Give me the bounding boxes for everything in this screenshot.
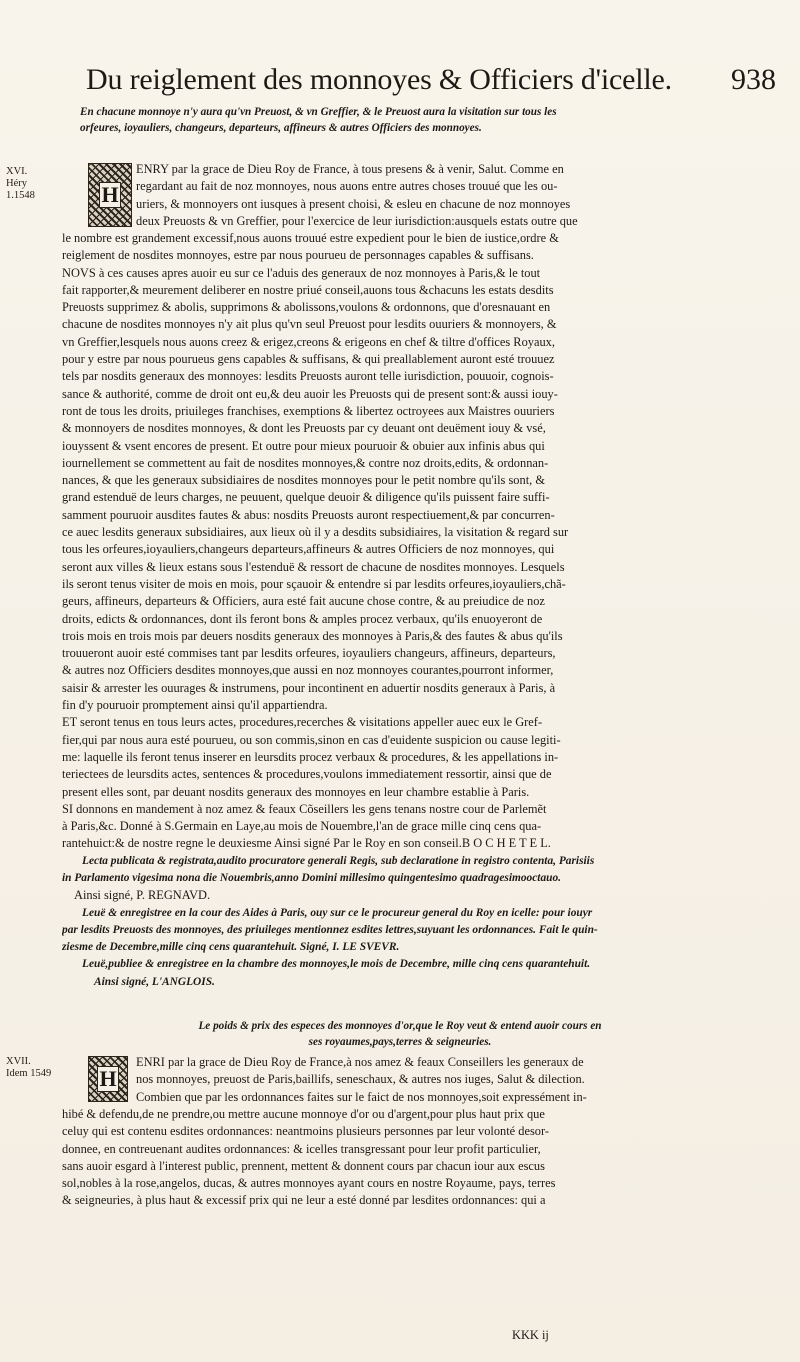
margin-note-number: XVII. bbox=[6, 1056, 31, 1067]
catchword: KKK ij bbox=[512, 1328, 549, 1342]
rubric-line: ses royaumes,pays,terres & seigneuries. bbox=[308, 1036, 492, 1048]
cour-des-aides-line: Leuë & enregistree en la cour des Aides à Paris, ouy sur ce le procureur general du Roy en icelle: pour iouyr bbox=[82, 906, 593, 919]
text-line: fin d'y pouruoir promptement ainsi qu'il appartiendra. bbox=[62, 698, 328, 713]
section-1-body bbox=[62, 230, 762, 991]
text-line: NOVS à ces causes apres auoir eu sur ce l'aduis des generaux de noz monnoyes à Paris,& le tout bbox=[62, 265, 541, 280]
cour-des-aides-line: ziesme de Decembre,mille cinq cens quarantehuit. Signé, I. LE SVEVR. bbox=[62, 941, 400, 954]
text-line: & seigneuries, à plus haut & excessif prix qui ne leur a esté donné par lesdites ordonnances: qui a bbox=[62, 1193, 546, 1208]
text-line: sance & authorité, comme de droit ont eu,& deu auoir les Preuosts qui de present sont:& aussi iouy- bbox=[62, 386, 558, 401]
rubric-line: Le poids & prix des especes des monnoyes d'or,que le Roy veut & entend auoir cours en bbox=[198, 1020, 602, 1032]
text-line: & monnoyers de nosdites monnoyes, & dont les Preuosts par cy deuant ont deuëment iouy & vsé, bbox=[62, 421, 546, 436]
section-1-margin-note bbox=[6, 166, 54, 202]
text-line: ET seront tenus en tous leurs actes, procedures,recerches & visitations appeller auec eux le Gref- bbox=[62, 715, 543, 730]
text-line: nances, & que les generaux subsidiaires de nosdites monnoyes pour le petit nombre qu'ils sont, & bbox=[62, 473, 545, 488]
text-line: fait rapporter,& meurement deliberer en nostre priué conseil,auons tous &chacuns les estats desdits bbox=[62, 282, 554, 297]
text-line: sans auoir esgard à l'interest public, prennent, mettent & donnent cours par chacun iour aux escus bbox=[62, 1158, 545, 1173]
text-line: uriers, & monnoyers ont iusques à present choisi, & esleu en chacune de noz monnoyes bbox=[136, 196, 571, 211]
text-line: iournellement se commettent au fait de nosdites monnoyes,& contre noz droits,edits, & ordonnan- bbox=[62, 455, 549, 470]
text-line: teriectees de leursdits actes, sentences & procedures,voulons immediatement ressortir, ainsi que de bbox=[62, 767, 552, 782]
text-line: ENRY par la grace de Dieu Roy de France, à tous presens & à venir, Salut. Comme en bbox=[136, 162, 564, 176]
section-2-opening bbox=[136, 1054, 762, 1106]
text-line: SI donnons en mandement à noz amez & feaux Cõseillers les gens tenans nostre cour de Parlemẽt bbox=[62, 801, 547, 816]
text-line: ENRI par la grace de Dieu Roy de France,à nos amez & feaux Conseillers les generaux de bbox=[136, 1055, 584, 1069]
registration-line: in Parlamento vigesima nona die Nouembris,anno Domini millesimo quingentesimo quadragesimooctauo. bbox=[62, 871, 562, 884]
text-line: rantehuict:& de nostre regne le deuxiesme Ainsi signé Par le Roy en son conseil.B O C H E T E L. bbox=[62, 836, 551, 851]
running-title: Du reiglement des monnoyes & Officiers d'icelle. bbox=[86, 63, 672, 96]
margin-note-date: Idem 1549 bbox=[6, 1068, 52, 1079]
text-line: seront aux villes & lieux estans sous l'estenduë & ressort de chacune de nosdites monnoyes. Lesquels bbox=[62, 559, 565, 574]
margin-note-date: Héry 1.1548 bbox=[6, 178, 35, 201]
text-line: me: laquelle ils feront tenus inserer en leursdits procez verbaux & procedures, & les appellations in- bbox=[62, 749, 559, 764]
text-line: ils seront tenus visiter de mois en mois, pour sçauoir & entendre si par lesdits orfeures,ioyauliers,chã- bbox=[62, 576, 566, 591]
text-line: ce auec lesdits generaux subsidiaires, aux lieux où il y a desdits subsidiaires, la visitation & regard sur bbox=[62, 525, 569, 540]
text-line: geurs, affineurs, departeurs & Officiers, aura esté fait aucune chose contre, & au preiudice de noz bbox=[62, 594, 545, 609]
text-line: tous les orfeures,ioyauliers,changeurs departeurs,affineurs & autres Officiers de noz monnoyes, qui bbox=[62, 542, 555, 557]
text-line: nos monnoyes, preuost de Paris,baillifs, seneschaux, & autres nos iuges, Salut & dilection. bbox=[136, 1072, 585, 1087]
rubric-line: orfeures, ioyauliers, changeurs, departeurs, affineurs & autres Officiers des monnoyes. bbox=[80, 122, 482, 134]
rubric-line: En chacune monnoye n'y aura qu'vn Preuost, & vn Greffier, & le Preuost aura la visitation sur tous les bbox=[80, 106, 557, 118]
text-line: & autres noz Officiers desdites monnoyes,que aussi en noz monnoyes courantes,pourront informer, bbox=[62, 663, 554, 678]
text-line: fier,qui par nous aura esté pourueu, ou son commis,sinon en cas d'euidente suspicion ou cause legiti- bbox=[62, 732, 561, 747]
section-2-margin-note bbox=[6, 1056, 54, 1080]
text-line: iouyssent & vsent encores de present. Et outre pour mieux pouruoir & obuier aux infinis abus qui bbox=[62, 438, 545, 453]
text-line: trouueront auoir esté commises tant par lesdits orfeures, ioyauliers changeurs, affineurs, departeurs, bbox=[62, 646, 556, 661]
cour-des-aides-line: par lesdits Preuosts des monnoyes, des priuileges mentionnez esdites lettres,suyuant les ordonnances. Fait le quin- bbox=[62, 923, 598, 936]
section-1-opening bbox=[136, 161, 762, 230]
text-line: donnee, en contreuenant audites ordonnances: & icelles transgressant pour leur profit particulier, bbox=[62, 1141, 541, 1156]
text-line: regardant au fait de noz monnoyes, nous auons entre autres choses trouué que les ou- bbox=[136, 179, 558, 194]
signature-regnaud: Ainsi signé, P. REGNAVD. bbox=[74, 888, 211, 903]
section-2-rubric bbox=[100, 1018, 700, 1050]
text-line: Preuosts supprimez & abolis, supprimons & abolissons,voulons & ordonnons, que d'oresnauant en bbox=[62, 300, 551, 315]
registration-line: Lecta publicata & registrata,audito procuratore generali Regis, sub declaratione in registro contenta, Parisiis bbox=[82, 854, 595, 867]
text-line: deux Preuosts & vn Greffier, pour l'exercice de leur iurisdiction:ausquels estats outre que bbox=[136, 213, 578, 228]
text-line: pour y estre par nous pourueus gens capables & suffisans, & qui preallablement auront esté trouuez bbox=[62, 352, 555, 367]
text-line: Combien que par les ordonnances faites sur le faict de nos monnoyes,soit expressément in- bbox=[136, 1089, 587, 1104]
section-2-body bbox=[62, 1106, 762, 1210]
text-line: samment pouruoir ausdites fautes & abus: nosdits Preuosts auront respectiuement,& par concurren- bbox=[62, 507, 555, 522]
text-line: present elles sont, par deuant nosdits generaux des monnoyes en leur chambre establie à Paris. bbox=[62, 784, 530, 799]
section-1-rubric bbox=[80, 104, 680, 136]
margin-note-number: XVI. bbox=[6, 166, 28, 177]
drop-cap-letter: H bbox=[99, 182, 121, 208]
page-number: 938 bbox=[731, 63, 776, 96]
signature-anglois: Ainsi signé, L'ANGLOIS. bbox=[94, 975, 215, 988]
text-line: trois mois en trois mois par deuers nosdits generaux des monnoyes à Paris,& des fautes & abus qu'ils bbox=[62, 628, 563, 643]
text-line: droits, edicts & ordonnances, dont ils feront bons & amples procez verbaux, qu'ils enuoyeront de bbox=[62, 611, 543, 626]
text-line: ront de tous les droits, priuileges franchises, exemptions & libertez octroyees aux Maistres ouuriers bbox=[62, 403, 555, 418]
text-line: saisir & arrester les ouurages & instrumens, pour incontinent en aduertir nosdits generaux à Paris, à bbox=[62, 680, 556, 695]
text-line: hibé & defendu,de ne prendre,ou mettre aucune monnoye d'or ou d'argent,pour plus haut prix que bbox=[62, 1107, 545, 1121]
drop-cap-ornament bbox=[88, 1056, 128, 1102]
text-line: celuy qui est contenu esdites ordonnances: neantmoins plusieurs personnes par leur volonté desor- bbox=[62, 1124, 549, 1139]
text-line: tels par nosdits generaux des monnoyes: lesdits Preuosts auront telle iurisdiction, pouuoir, cognois- bbox=[62, 369, 554, 384]
text-line: chacune de nosdites monnoyes n'y ait plus qu'vn seul Preuost pour lesdits ouuriers & monnoyers, & bbox=[62, 317, 557, 332]
text-line: sol,nobles à la rose,angelos, ducas, & autres monnoyes ayant cours en nostre Royaume, pays, terres bbox=[62, 1176, 556, 1191]
drop-cap-letter: H bbox=[97, 1066, 119, 1092]
text-line: à Paris,&c. Donné à S.Germain en Laye,au mois de Nouembre,l'an de grace mille cinq cens qua- bbox=[62, 819, 542, 834]
chambre-line: Leuë,publiee & enregistree en la chambre des monnoyes,le mois de Decembre, mille cinq cens quarantehuit. bbox=[82, 958, 591, 971]
text-line: vn Greffier,lesquels nous auons creez & erigez,creons & erigeons en chef & tiltre d'offices Royaux, bbox=[62, 334, 555, 349]
text-line: reiglement de nosdites monnoyes, estre par nous pourueu de personnages capables & suffisans. bbox=[62, 248, 534, 263]
text-line: le nombre est grandement excessif,nous auons trouué estre expedient pour le bien de iustice,ordre & bbox=[62, 231, 559, 245]
page-header bbox=[86, 62, 776, 102]
text-line: grand estenduë de leurs charges, ne peuuent, quelque deuoir & diligence qu'ils puissent faire suffi- bbox=[62, 490, 550, 505]
drop-cap-ornament bbox=[88, 163, 132, 227]
